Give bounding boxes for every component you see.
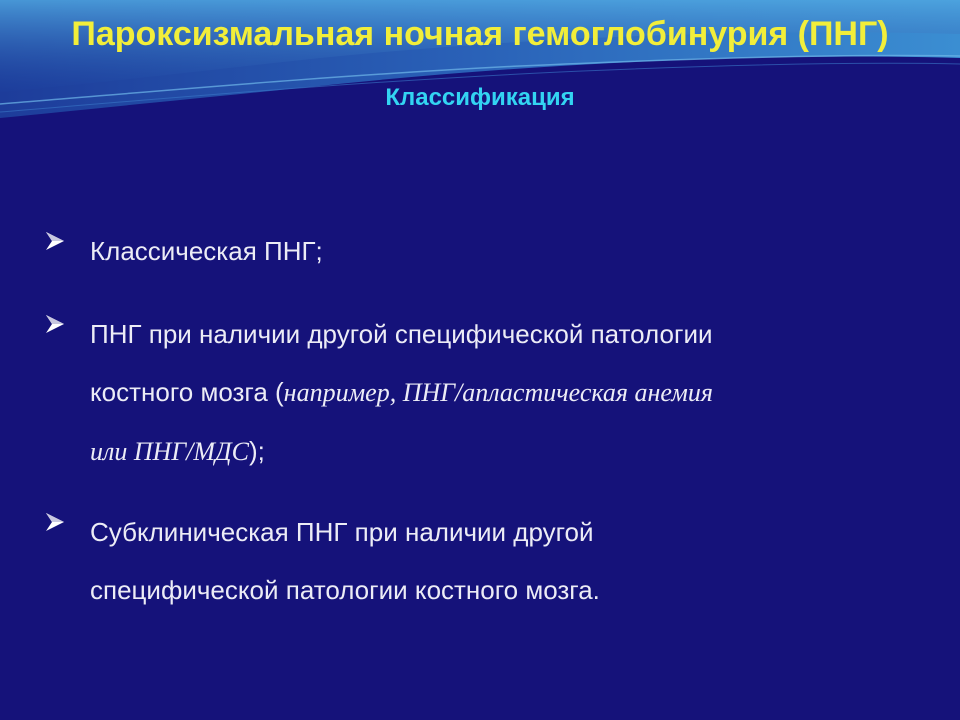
slide-subtitle: Классификация (385, 84, 575, 111)
bullet-text: Субклиническая ПНГ при наличии другой (90, 517, 594, 547)
bullet-line (90, 503, 920, 561)
bullet-text: ПНГ при наличии другой специфической патологии (90, 319, 713, 349)
bullet-example-text: например, ПНГ/апластическая анемия (283, 378, 713, 407)
arrowhead-bullet-icon (44, 511, 66, 533)
slide-title: Пароксизмальная ночная гемоглобинурия (ПНГ) (71, 15, 889, 53)
bullet-line (90, 305, 920, 363)
bullet-text: специфической патологии костного мозга. (90, 575, 600, 605)
arrowhead-bullet-icon (44, 230, 66, 252)
arrowhead-bullet-icon (44, 313, 66, 335)
bullet-text: костного мозга ( (90, 377, 284, 407)
bullet-example-text: или ПНГ/МДС (90, 437, 249, 466)
bullet-line (90, 422, 920, 481)
bullet-line (90, 363, 920, 422)
bullet-text: Классическая ПНГ; (90, 236, 323, 266)
bullet-text: ); (248, 436, 265, 466)
bullet-line (90, 561, 920, 619)
